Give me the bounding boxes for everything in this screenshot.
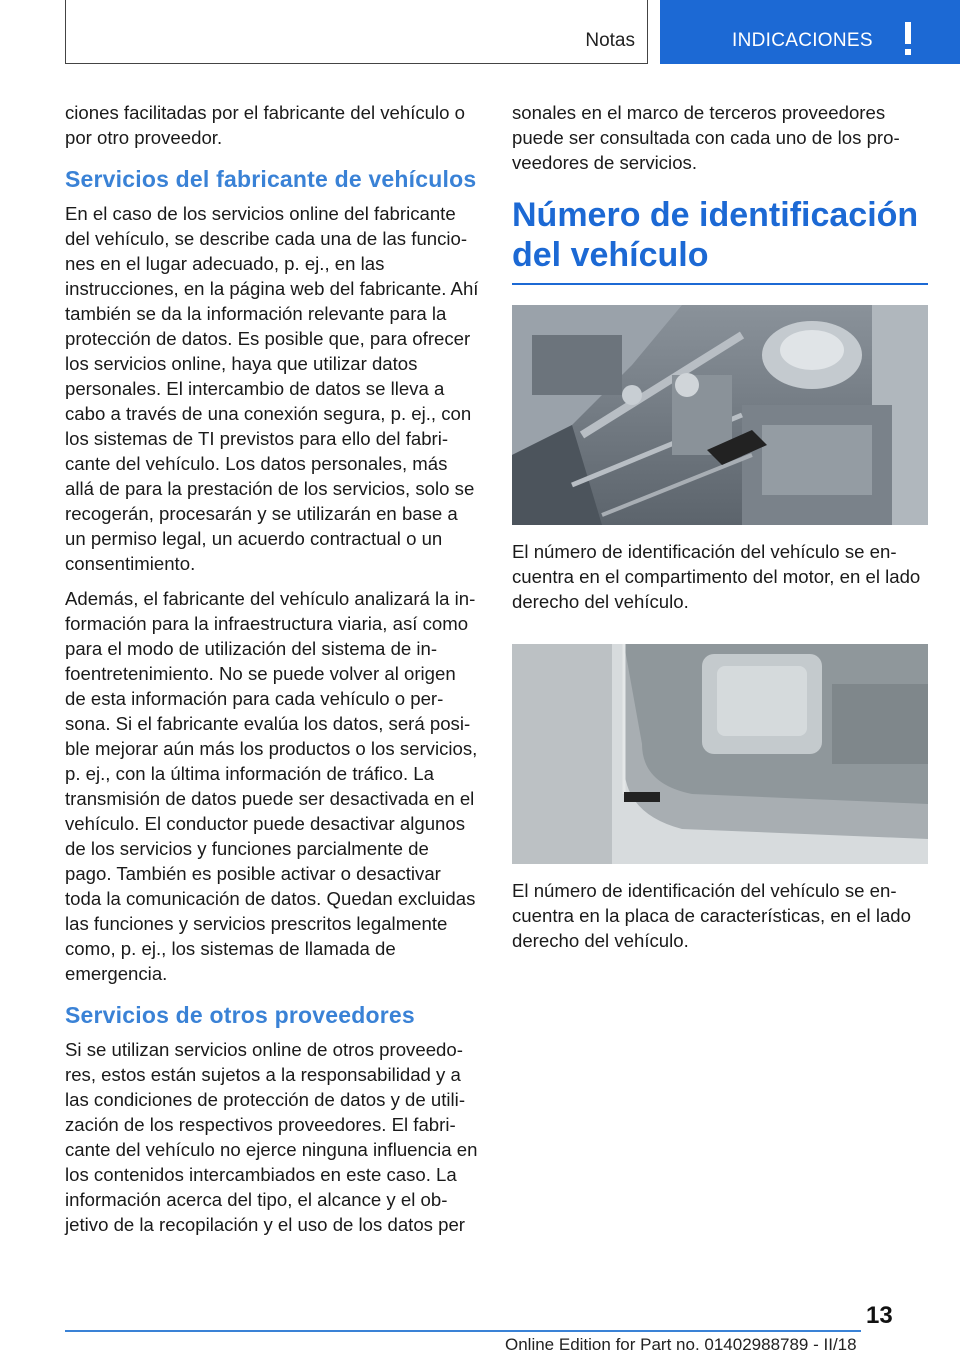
footer-rule (65, 1330, 861, 1332)
header-section-label: Notas (585, 30, 635, 51)
type-plate-photo (512, 644, 928, 864)
type-plate-caption: El número de identificación del vehículo se encuentra en la placa de características, en el lado derecho del vehículo. (512, 880, 911, 951)
manufacturer-services-paragraph-1: En el caso de los servicios online del fabricante del vehículo, se describe cada una de las funciones en el lugar adecuado, p. ej., en las instrucciones, en la página web del fabricante. Ahí también se da la información relevante para la protección de datos. Es posible que, para ofrecer los servicios online, haya que utilizar datos personales. El intercambio de datos se lleva a cabo a través de una conexión segura, p. ej., con los sistemas de TI previstos para ello del fabricante del vehículo. Los datos personales, más allá de para la prestación de los servicios, solo se recogerán, procesarán y se utilizarán en base a un permiso legal, un acuerdo contractual o un consentimiento. (65, 203, 479, 574)
right-column (512, 100, 928, 963)
engine-compartment-photo (512, 305, 928, 525)
vin-heading: Número de identificación del vehículo (512, 196, 919, 274)
header-chapter-tab (660, 0, 960, 64)
intro-paragraph: ciones facilitadas por el fabricante del vehículo o por otro proveedor. (65, 102, 466, 148)
page-number: 13 (866, 1302, 893, 1329)
left-column (65, 100, 480, 1247)
section-heading-manufacturer-services: Servicios del fabricante de vehículos (65, 166, 477, 192)
header-chapter-label: INDICACIONES (732, 30, 873, 51)
manufacturer-services-paragraph-2: Además, el fabricante del vehículo analizará la información para la infraestructura viaria, así como para el modo de utilización del sistema de infoentretenimiento. No se puede volver al origen de esta información para cada vehículo o persona. Si el fabricante evalúa los datos, será posible mejorar aún más los productos o los servicios, p. ej., con la última información de tráfico. La transmisión de datos puede ser desactivada en el vehículo. El conductor puede desactivar algunos de los servicios y funciones parcialmente de pago. También es posible activar o desactivar toda la comunicación de datos. Quedan excluidas las funciones y servicios prescritos legalmente como, p. ej., los sistemas de llamada de emergencia. (65, 588, 478, 984)
third-party-services-paragraph: Si se utilizan servicios online de otros proveedores, estos están sujetos a la responsabilidad y a las condiciones de protección de datos y de utilización de los respectivos proveedores. El fabricante del vehículo no ejerce ninguna influencia en los contenidos intercambiados en este caso. La información acerca del tipo, el alcance y el objetivo de la recopilación y el uso de los datos per (65, 1039, 478, 1235)
engine-compartment-caption: El número de identificación del vehículo se encuentra en el compartimento del motor, en el lado derecho del vehículo. (512, 541, 921, 612)
heading-rule (512, 283, 928, 285)
exclamation-icon (898, 22, 918, 56)
continued-paragraph: sonales en el marco de terceros proveedores puede ser consultada con cada uno de los proveedores de servicios. (512, 102, 900, 173)
section-heading-third-party-services: Servicios de otros proveedores (65, 1002, 415, 1028)
footer-edition-text: Online Edition for Part no. 01402988789 - II/18 (505, 1335, 857, 1354)
header-section-box (65, 0, 648, 64)
